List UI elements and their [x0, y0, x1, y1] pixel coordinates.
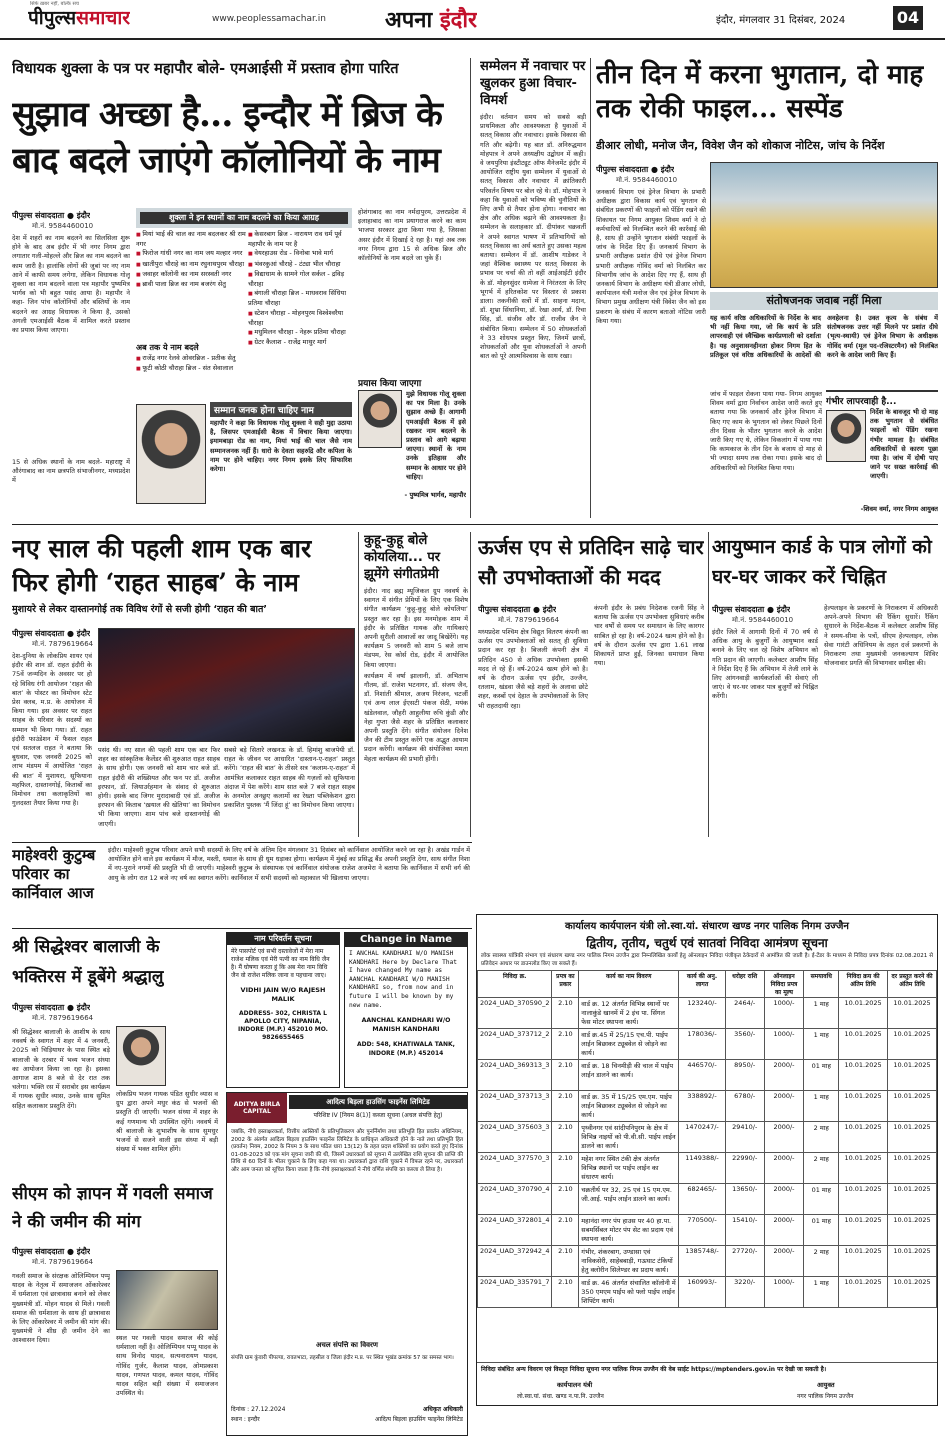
table-cell: 01 माह — [804, 1215, 839, 1246]
table-cell: 178036/- — [679, 1029, 726, 1060]
lead-mobile: मो.नं. 9584460010 — [32, 222, 94, 230]
table-cell: वार्ड क्र.45 में 25/15 एच.पी. पाईप लाईन बिछाकर ट्यूबवेल से जोड़ने का कार्य। — [579, 1029, 679, 1060]
masthead — [0, 0, 945, 40]
table-cell: 160993/- — [679, 1277, 726, 1308]
table-row — [478, 1029, 937, 1060]
column-divider — [590, 58, 591, 518]
table-cell: 1470247/- — [679, 1122, 726, 1153]
website-link[interactable]: www.peoplessamachar.in — [212, 14, 326, 24]
table-cell: 2024_UAD_377570_3 — [478, 1153, 552, 1184]
tender-sign-right-2: नगर पालिक निगम उज्जैन — [797, 1393, 854, 1400]
table-row — [478, 1246, 937, 1277]
list-item: ■ फूटी कोठी चौराहा ब्रिज - संत सेवालाल — [136, 364, 246, 374]
list-item: ■ मधुमिलन चौराहा - नेहरू प्रतिमा चौराहा — [248, 328, 352, 338]
table-cell: 2.10 — [552, 1122, 579, 1153]
table-cell: 2000/- — [764, 1060, 804, 1091]
list-item: ■ खातीपुरा चौराहे का नाम रघुनाथपुरम चौराहा — [136, 260, 246, 270]
table-cell: 01 माह — [804, 1060, 839, 1091]
table-cell: 13650/- — [725, 1184, 764, 1215]
table-cell: 10.01.2025 — [888, 1060, 937, 1091]
payment-story — [596, 58, 938, 520]
table-cell: 10.01.2025 — [839, 1215, 888, 1246]
quote-title: सम्मान जनक होना चाहिए नाम — [210, 402, 352, 417]
lead-kicker: विधायक शुक्ला के पत्र पर महापौर बोले- एमआईसी में प्रस्ताव होगा पारित — [12, 61, 399, 77]
table-cell: 10.01.2025 — [839, 1153, 888, 1184]
aditya-property-title: अचल संपत्ति का विवरण — [316, 1341, 378, 1349]
column-divider — [470, 532, 471, 837]
table-cell: 2.10 — [552, 1215, 579, 1246]
tender-notice — [476, 914, 938, 1406]
aditya-date: दिनांक : 27.12.2024 — [231, 1406, 286, 1413]
table-cell: 10.01.2025 — [888, 998, 937, 1029]
gawli-photo — [116, 1270, 218, 1330]
urjas-mobile: मो.नं. 7879619664 — [498, 616, 560, 624]
table-cell: 8950/- — [725, 1060, 764, 1091]
ayushman-headline[interactable]: आयुष्मान कार्ड के पात्र लोगों को घर-घर जाकर करें चिह्नित — [712, 536, 932, 588]
table-cell: 123240/- — [679, 998, 726, 1029]
table-cell: 2000/- — [764, 1184, 804, 1215]
urjas-story — [478, 532, 704, 837]
table-cell: 2024_UAD_370590_2 — [478, 998, 552, 1029]
notice2-text: I ANCHAL KANDHARI W/O MANISH KANDHARI Here by Declare That I have changed My name as AANCHAL KANDHARI W/O MANISH KANDHARI so, from now and in future I will be known by my new name. — [349, 950, 458, 1009]
table-cell: 10.01.2025 — [839, 998, 888, 1029]
tender-sign-left: कार्यपालन यंत्री — [557, 1381, 593, 1389]
logo-part-b: समाचार — [76, 7, 131, 29]
table-cell: 2 माह — [804, 1153, 839, 1184]
notice1-address: ADDRESS- 302, CHRISTA L APOLLO CITY, NIPANIA, INDORE (M.P.) 452010 MO. 9826655465 — [238, 1010, 328, 1041]
attempt-title: प्रयास किया जाएगा — [358, 379, 422, 389]
rahat-story — [12, 532, 355, 840]
table-cell: 2 माह — [804, 1122, 839, 1153]
attempt-box — [358, 376, 466, 516]
column-header: धरोहर राशि — [725, 971, 764, 998]
singer-photo — [116, 1026, 166, 1086]
aditya-body: जबकि, नीचे हस्ताक्षरकर्ता, वित्तीय आस्तियों के प्रतिभूतिकरण और पुनर्निर्माण तथा प्रतिभूति हित प्रवर्तन अधिनियम, 2002 के अंतर्गत आदित्य बिड़ला हाउसिंग फाइनेंस लिमिटेड के प्राधिकृत अधिकारी होने के नाते तथा प्रतिभूति हित (प्रवर्तन) नियम, 2002 के नियम 3 के साथ पठित धारा 13(12) के तहत प्रदत्त शक्तियों का प्रयोग करते हुए दिनांक 01-08-2023 को एक मांग सूचना जारी की थी, जिसमें उधारकर्ता को सूचना में उल्लेखित राशि सूचना की प्राप्ति की तिथि से 60 दिनों के भीतर चुकाने के लिए कहा गया था। उधारकर्ता द्वारा राशि चुकाने में विफल रहने पर, उधारकर्ता और आम जनता को सूचित किया जाता है कि नीचे हस्ताक्षरकर्ता ने नीचे वर्णित संपत्ति का कब्जा ले लिया है। — [231, 1129, 463, 1173]
table-cell: 10.01.2025 — [888, 1277, 937, 1308]
table-row — [478, 1215, 937, 1246]
rahat-mobile: मो.नं. 7879619664 — [32, 640, 94, 648]
aditya-sign-2: आदित्य बिड़ला हाउसिंग फाइनेंस लिमिटेड — [374, 1416, 463, 1423]
ayushman-mobile: मो.नं. 9584460010 — [732, 616, 794, 624]
list-item: ■ मियां भाई की चाल का नाम बदलकर श्री राम नगर — [136, 230, 246, 249]
table-cell: 2000/- — [764, 1246, 804, 1277]
lead-story — [12, 58, 467, 523]
table-cell: 10.01.2025 — [888, 1091, 937, 1122]
commissioner-photo — [826, 410, 866, 462]
divider — [12, 928, 472, 929]
table-cell: 10.01.2025 — [839, 1277, 888, 1308]
table-cell: 1000/- — [764, 1029, 804, 1060]
table-cell: 2000/- — [764, 1091, 804, 1122]
payment-headline[interactable]: तीन दिन में करना भुगतान, दो माह तक रोकी फाइल... सस्पेंड — [596, 60, 924, 124]
list-item: ■ वेयरहाउस रोड - विनोबा भावे मार्ग — [248, 249, 352, 259]
ayushman-body-1: इंदौर जिले में आगामी दिनों में 70 वर्ष से अधिक आयु के बुजुर्गों के आयुष्मान कार्ड बनाने के लिए चल रहे विशेष अभियान को गति प्रदान की जाएगी। कलेक्टर आशीष सिंह ने निर्देश दिए हैं कि अभियान में तेजी लाने के लिए आंगनवाड़ी कार्यकर्ताओं की सेवाएं ली जाएं। वे घर-घर जाकर पात्र बुजुर्गों को चिह्नित करेंगी। — [712, 628, 818, 701]
rahat-body-2: पसंद थी। नए साल की पहली शाम एक बार फिर शहर का सांस्कृतिक कैलेंडर की शुरुआत राहत साहब के साथ होगी। एक जनवरी को शाम चार बजे डॉ. राहत इंदौरी की शख्सियत और फन पर डॉ. अजीज इरफान, डॉ. जियाउर्रहमान के संवाद से शुरुआत होगी। इसके बाद जिगर मुरादाबादी एवं डॉ. अजीज इरफान की किताब ‘ख़याल की खेतिया’ का विमोचन भी किया जाएगा। शाम पांच बजे दास्तानगोई की जाएगी। — [98, 746, 220, 828]
list-item: ■ जवाहर कॉलोनी का नाम सरस्वती नगर — [136, 270, 246, 280]
table-cell: 10.01.2025 — [839, 1122, 888, 1153]
table-cell: वार्ड क्र. 12 अंतर्गत विभिन्न स्थानों पर नालाकुंडे खानमें में 2 इंच पा. सिंगल फेस मोटर स्थापना कार्य। — [579, 998, 679, 1029]
aditya-birla-notice — [226, 1092, 468, 1436]
payment-body: जनकार्य विभाग एवं ड्रेनेज विभाग के प्रभारी अधीक्षक द्वारा विकास कार्य एवं भुगतान से संबंधित प्रकरणों की फाइलों को पेंडिंग रखने की शिकायत पर निगम आयुक्त शिवम वर्मा ने दो कर्मचारियों को निलम्बित करने की कार्रवाई की है, साथ ही उन्होंने भुगतान संबंधी फाइलों के जांच के निर्देश दिए हैं। जनकार्य विभाग के प्रभारी अधीक्षक प्रशांत दीघे एवं ड्रेनेज विभाग प्रभारी अधीक्षक गोविंद वर्मा को निलंबित कर विभागीय जांच के आदेश दिए गए हैं, साथ ही जनकार्य विभाग के अधीक्षण यंत्री डीआर लोधी, कार्यपालन यंत्री मनोज जैन एवं ड्रेनेज विभाग के विभाग प्रमुख अधीक्षण यंत्री विवेश जैन को इस प्रकरण के संबंध में कारण बताओ नोटिस जारी किया गया। — [596, 188, 706, 325]
table-cell: वार्ड क्र. 35 में 15/25 एम.एम. पाईप लाईन बिछाकर ट्यूबवेल से जोड़ने का कार्य। — [579, 1091, 679, 1122]
tender-table-body — [478, 998, 937, 1308]
table-cell: 2.10 — [552, 1091, 579, 1122]
table-cell: 6780/- — [725, 1091, 764, 1122]
gawli-body-2: स्थल पर गवली यादव समाज की कोई धर्मशाला नहीं है। ओलिम्पियन पप्पू यादव के साथ विनोद यादव, सत्यनारायण यादव, गोविंद गुर्जर, कैलाश यादव, ओमप्रकाश यादव, गणपत यादव, कमल यादव, गोविंद यादव सहित बड़ी संख्या में समाजजन उपस्थित थे। — [116, 1334, 218, 1398]
urjas-body-2: कंपनी इंदौर के प्रबंध निदेशक रजनी सिंह ने बताया कि ऊर्जस एप उपभोक्ता सुविधाएं करीब चार वर्षों से समय पर समाधान के लिए कारगर साबित हो रहा है। वर्ष-2024 खत्म होने को है। वर्ष के दौरान ऊर्जस एप द्वारा 1.61 लाख शिकायतें प्राप्त हुईं, जिनका समाधान किया गया। — [594, 604, 704, 668]
lead-box-title: शुक्ला ने इन स्थानों का नाम बदलने का किया आग्रह — [140, 212, 348, 224]
table-cell: वार्ड क्र. 46 अंतर्गत संचालित कॉलोनी में 350 एमएम पाईप को फ्लो पाईप लाईन शिफ्टिंग कार्य। — [579, 1277, 679, 1308]
list-item: ■ स्टेशन चौराहा - मोहनपुरम विश्वेश्वरैया चौराहा — [248, 309, 352, 328]
lead-body-3: होशंगाबाद का नाम नर्मदापुरम, उत्तरप्रदेश में इलाहाबाद का नाम प्रयागराज करने का काम भाजपा सरकार द्वारा किया गया है, जिसका असर इंदौर में दिखाई दे रहा है। यहां अब तक नगर निगम द्वारा 15 से अधिक ब्रिज और कॉलोनियों के नाम बदले जा चुके हैं। — [358, 208, 466, 263]
table-cell: 2024_UAD_372801_4 — [478, 1215, 552, 1246]
balaji-caption: लोकप्रिय भजन गायक पंडित सुधीर व्यास व ग्रुप द्वारा अपने मधुर कंठ से भजनों की प्रस्तुति दी जाएगी। भजन संध्या में शहर के कई गणमान्य भी उपस्थित रहेंगे। नववर्ष में श्री बालाजी के शुभाशीष के साथ सुमधुर भजनों से सजने वाली इस संध्या में बड़ी संख्या में भक्त शामिल होंगे। — [116, 1090, 218, 1154]
table-cell: 3220/- — [725, 1277, 764, 1308]
tender-office: कार्यालय कार्यपालन यंत्री लो.स्वा.यां. संधारण खण्ड नगर पालिक निगम उज्जैन — [565, 921, 849, 932]
table-cell: 3560/- — [725, 1029, 764, 1060]
table-cell: 22990/- — [725, 1153, 764, 1184]
tender-table — [477, 970, 937, 1308]
balaji-mobile: मो.नं. 7879619664 — [32, 1014, 94, 1022]
aditya-property: संपत्ति ग्राम कुंवारी पीपल्या, रावतभाटा, तहसील व जिला इंदौर म.प्र. पर स्थित भूखंड क्रमांक 57 का समस्त भाग। — [231, 1355, 454, 1361]
table-cell: चक्रतीर्थ पर 32, 25 एवं 15 एम.एम. जी.आई. पाईप लाईन डालने का कार्य। — [579, 1184, 679, 1215]
table-cell: 2024_UAD_373713_3 — [478, 1091, 552, 1122]
table-cell: पृथ्वीनगर एवं सांदीपनिपुरम के क्षेत्र में विभिन्न नाइयों को पी.वी.सी. पाईप लाईन डालने का कार्य। — [579, 1122, 679, 1153]
table-header-row — [478, 971, 937, 998]
maheshwari-story — [12, 846, 470, 926]
aditya-place: स्थान : इन्दौर — [231, 1416, 260, 1423]
table-cell: 1000/- — [764, 1277, 804, 1308]
lead-box-header — [136, 208, 352, 228]
aditya-sign: अधिकृत अधिकारी — [423, 1406, 463, 1413]
table-cell: 2.10 — [552, 1153, 579, 1184]
gawli-mobile: मो.नं. 7879619664 — [32, 1258, 94, 1266]
name-change-notice-hindi — [226, 932, 340, 1088]
table-cell: 15410/- — [725, 1215, 764, 1246]
tender-intro: लोक स्वास्थ्य यांत्रिकी संभाग एवं संधारण खण्ड नगर पालिक निगम उज्जैन द्वारा निम्नलिखित कार्यों हेतु ऑनलाइन निविदा पंजीकृत ठेकेदारों से आमंत्रित की जाती है। ई-टेंडर के माध्यम से निविदा प्रपत्र दिनांक 02.08.2021 से प्रतिवेदन आधार पर डाउनलोड किए जा सकते हैं। — [481, 953, 933, 967]
quote-text: महापौर ने कहा कि विधायक गोलू शुक्ला ने सही मुद्दा उठाया है, जिसपर एमआईसी बैठक में विचार किया जाएगा। इमामबाड़ा रोड का नाम, मियां भाई की चाल जैसे नाम सम्मानजनक नहीं हैं। धारो के देवता सहरुद्रि और कपिला के नाम पर होने चाहिए। नगर निगम इसके लिए सिफारिश करेगा। — [210, 419, 352, 474]
table-cell: 1 माह — [804, 1091, 839, 1122]
municipal-building-photo — [710, 162, 938, 288]
tender-footer: निविदा संबंधित अन्य विवरण एवं विस्तृत निविदा सूचना नगर पालिक निगम उज्जैन की वेब साईट https://mptenders.gov.in पर देखी जा सकती है। — [477, 1362, 937, 1375]
section-title-a: अपना — [385, 8, 440, 33]
table-cell: 2.10 — [552, 1184, 579, 1215]
table-cell: 29410/- — [725, 1122, 764, 1153]
payment-body-2: जांच में फाइल रोकना पाया गया- निगम आयुक्त शिवम वर्मा द्वारा निर्वाचन आदेश जारी करते हुए बताया गया कि जनकार्य और ड्रेनेज विभाग में किए गए काम के भुगतान को लेकर पिछले दिनों तीन दिवस के भीतर भुगतान करने के आदेश जारी किए गए थे, लेकिन विकलांग में पाया गया कि कामकाज के तीन दिन के बजाय दो माह से भी ज्यादा समय तक रोका गया। इसके बाद दो अधिकारियों को निलंबित किया गया। — [710, 390, 822, 472]
page-number: 04 — [893, 6, 923, 30]
table-cell: 2024_UAD_373712_2 — [478, 1029, 552, 1060]
quote-box — [210, 402, 352, 520]
conference-headline[interactable]: सम्मेलन में नवाचार पर खुलकर हुआ विचार-विमर्श — [480, 59, 586, 108]
list-item: ■ भंवरकुआं चौराहे - टंट्या भील चौराहा — [248, 260, 352, 270]
maheshwari-headline[interactable]: माहेश्वरी कुटुम्ब परिवार का कार्निवाल आज — [12, 846, 96, 902]
list-item: ■ केसरबाग ब्रिज - नारायण राव धर्म पूर्व महापौर के नाम पर है — [248, 230, 352, 249]
gawli-body-1: गवली समाज के संरक्षक ओलिम्पियन पप्पू यादव के नेतृत्व में समाजजन ओंकारेश्वर में धर्मशाला एवं छात्रावास बनाने को लेकर मुख्यमंत्री डॉ. मोहन यादव से मिले। गवली समाज की धर्मशाला के साथ ही छात्रावास के लिए ओंकारेश्वर में जमीन की मांग की। मुख्यमंत्री ने शीघ्र ही जमीन देने का आश्वासन दिया। — [12, 1272, 110, 1345]
table-row — [478, 1122, 937, 1153]
notice1-title: नाम परिवर्तन सूचना — [227, 933, 339, 945]
table-cell: 10.01.2025 — [839, 1060, 888, 1091]
payment-box-title: संतोषजनक जवाब नहीं मिला — [710, 292, 938, 310]
column-header: कार्य की अनु. लागत — [679, 971, 726, 998]
table-cell: 770500/- — [679, 1215, 726, 1246]
urjas-headline[interactable]: ऊर्जस एप से प्रतिदिन साढ़े चार सौ उपभोक्ताओं की मदद — [478, 535, 704, 589]
section-title-b: इंदौर — [439, 8, 478, 33]
list-item: ■ राजेंद्र नगर रेलवे ओवरब्रिज - प्रतीक सेतु — [136, 354, 246, 364]
kuhu-story — [364, 532, 468, 840]
aditya-birla-logo: ADITYA BIRLA CAPITAL — [227, 1093, 287, 1123]
balaji-headline[interactable]: श्री सिद्धेश्वर बालाजी के भक्तिरस में डूबेंगे श्रद्धालु — [12, 937, 164, 987]
tender-title: द्वितीय, तृतीय, चतुर्थ एवं सातवां निविदा आमंत्रण सूचना — [586, 936, 828, 950]
tagline: सिर्फ ख़बर नहीं, बल्कि सच — [30, 1, 79, 7]
column-header: निविदा क्र. — [478, 971, 552, 998]
tender-sign-right: आयुक्त — [817, 1381, 835, 1389]
ayushman-byline: पीपुल्स संवाददाता ● इंदौर — [712, 605, 791, 614]
rahat-byline: पीपुल्स संवाददाता ● इंदौर — [12, 629, 91, 638]
mla-photo — [136, 404, 206, 504]
table-cell: वार्ड क्र. 18 चिनमीड़ी की चाल में पाईप लाईन डालने का कार्य। — [579, 1060, 679, 1091]
rahat-body-1: देश-दुनिया के लोकप्रिय शायर एवं इंदौर की शान डॉ. राहत इंदौरी के 75वें जन्मदिन के अवसर पर हो रहे विविध रंगी आयोजन ‘राहत की बात’ के पोस्टर का विमोचन स्टेट प्रेस क्लब, म.प्र. के आयोजन में किया गया। इस अवसर पर राहत साहब के परिवार के सदस्यों का सम्मान भी किया गया। डॉ. राहत इंदौरी फाउंडेशन में फैसल राहत एवं सतलज राहत ने बताया कि बुधवार, एक जनवरी 2025 को लाभ मंडपम में आयोजित ‘राहत की बात’ में मुशायरा, सूफियाना महफिल, दास्तानगोई, किताबों का विमोचन तथा कलाकृतियों का गुलदस्ता तैयार किया गया है। — [12, 652, 92, 808]
table-cell: 1385748/- — [679, 1246, 726, 1277]
lead-list-left — [136, 230, 246, 340]
serious-title: गंभीर लापरवाही है... — [826, 397, 897, 407]
column-header: निविदा क्रय की अंतिम तिथि — [839, 971, 888, 998]
attempt-text: मुझे विधायक गोलू शुक्ला का पत्र मिला है। उनके सुझाव अच्छे हैं। आगामी एमआईसी बैठक में इसे रखकर नाम बदलने के प्रस्ताव को आगे बढ़ाया जाएगा। स्थानों के नाम उनके इतिहास और सम्मान के आधार पर होने चाहिए। — [406, 390, 466, 481]
maheshwari-body: इंदौर। माहेश्वरी कुटुम्ब परिवार अपने सभी सदस्यों के लिए वर्ष के अंतिम दिन मंगलवार 31 दिसंबर को कार्निवाल आयोजित करने जा रहा है। अखंड गार्डन में आयोजित होने वाले इस कार्यक्रम में मौज, मस्ती, धमाल के साथ ही धूम धड़ाका होगा। कार्यक्रम में मुंबई का प्रसिद्ध बैंड अपनी प्रस्तुति देगा, साथ संगीत निशा में नए-पुराने नगमों की प्रस्तुति भी दी जाएगी। माहेश्वरी कुटुम्ब के संस्थापक एवं कार्निवाल संयोजक राजेश अजमेरा ने बताया कि कार्निवाल में सभी वर्ग की आयु के लोग रात 12 बजे नए वर्ष का स्वागत करेंगे। कार्निवाल में सभी सदस्यों को महाकाल भी खिलाया जाएगा। — [108, 846, 470, 882]
list-item: ■ बंगाली चौराहा ब्रिज - माधवराव सिंधिया प्रतिमा चौराहा — [248, 289, 352, 308]
table-row — [478, 1091, 937, 1122]
table-cell: 2464/- — [725, 998, 764, 1029]
table-cell: 10.01.2025 — [839, 1029, 888, 1060]
rahat-subhead: मुशायरे से लेकर दास्तानगोई तक विविध रंगों से सजी होगी ‘राहत की बात’ — [12, 604, 268, 615]
table-cell: 2 माह — [804, 1246, 839, 1277]
column-header: दर प्रस्तुत करने की अंतिम तिथि — [888, 971, 937, 998]
balaji-byline: पीपुल्स संवाददाता ● इंदौर — [12, 1003, 91, 1012]
list-item: ■ ग्रेटर कैलाश - राजेंद्र माथुर मार्ग — [248, 338, 352, 348]
serious-text: निर्देश के बावजूद भी दो माह तक भुगतान से संबंधित फाइलों को पेंडिंग रखना गंभीर मामला है। संबंधित अधिकारियों से कारण पूछा गया है। जांच में दोषी पाए जाने पर सख्त कार्रवाई की जाएगी। — [870, 408, 938, 481]
notice2-address: ADD: 548, KHATIWALA TANK, INDORE (M.P.) 452014 — [357, 1041, 455, 1058]
list-item: ■ फिरोज गांधी नगर का नाम जय मल्हार नगर — [136, 249, 246, 259]
table-cell: 2.10 — [552, 998, 579, 1029]
serious-sign: -शिवम वर्मा, नगर निगम आयुक्त — [860, 505, 938, 513]
table-cell: 2.10 — [552, 1277, 579, 1308]
table-cell: 338892/- — [679, 1091, 726, 1122]
tender-sign-left-2: लो.स्वा.यां. संधा. खण्ड न.पा.नि. उज्जैन — [517, 1393, 604, 1400]
table-cell: 682465/- — [679, 1184, 726, 1215]
conference-story — [480, 58, 586, 520]
table-cell: 2000/- — [764, 1122, 804, 1153]
kuhu-body-2: कार्यक्रम में वर्षा झालानी, डॉ. अभिताभ गौतम, डॉ. राजेश भटनागर, डॉ. संजय जैन, डॉ. निशांती श्रीमाल, अजय निरंजन, चटर्जी एवं अन्य लाल ईएसटी पंकज सेठी, मयंक खंडेलवाल, जौहरी आहुलीया रुचि कुंडी और नेहा गुप्ता जैसे शहर के प्रतिष्ठित कलाकार अपनी प्रस्तुति देंगे। संगीत संयोजन दिनेश जैन की टीम प्रस्तुत करेंगे एक अद्भुत आयाम प्रदान करेंगी। कार्यक्रम की संयोजिका ममता मेहता कार्यक्रम की प्रभारी होंगी। — [364, 671, 468, 763]
newspaper-logo[interactable] — [28, 4, 130, 30]
serious-box — [826, 390, 938, 518]
ayushman-story — [712, 532, 938, 837]
table-cell: 2024_UAD_375603_3 — [478, 1122, 552, 1153]
payment-mobile: मो.नं. 9584460010 — [616, 176, 678, 184]
table-cell: 10.01.2025 — [888, 1184, 937, 1215]
divider — [12, 842, 472, 843]
lead-headline[interactable]: सुझाव अच्छा है... इन्दौर में ब्रिज के बाद बदले जाएंगे कॉलोनियों के नाम — [12, 94, 442, 181]
table-cell: 1149388/- — [679, 1153, 726, 1184]
table-cell: 10.01.2025 — [888, 1029, 937, 1060]
table-cell: 2.10 — [552, 1060, 579, 1091]
table-cell: 2.10 — [552, 1029, 579, 1060]
table-row — [478, 1060, 937, 1091]
table-cell: 1 माह — [804, 1277, 839, 1308]
table-cell: 1 माह — [804, 998, 839, 1029]
table-cell: 2000/- — [764, 1215, 804, 1246]
table-row — [478, 1277, 937, 1308]
table-cell: 27720/- — [725, 1246, 764, 1277]
table-cell: 446570/- — [679, 1060, 726, 1091]
table-cell: 2024_UAD_372942_4 — [478, 1246, 552, 1277]
notice1-text: मेरे पासपोर्ट एवं सभी दस्तावेजों में मेरा नाम राजेश मलिक एवं मेरी पत्नी का नाम विधि जैन है। मैं घोषणा करता हूं कि अब मेरा नाम विधि जैन वो राजेश मलिक जाना व पहचाना जाए। — [231, 948, 330, 979]
table-cell: 10.01.2025 — [839, 1091, 888, 1122]
gawli-byline: पीपुल्स संवाददाता ● इंदौर — [12, 1247, 91, 1256]
table-cell: 2.10 — [552, 1246, 579, 1277]
table-row — [478, 998, 937, 1029]
payment-subhead: डीआर लोधी, मनोज जैन, विवेश जैन को शोकाज नोटिस, जांच के निर्देश — [596, 139, 885, 152]
column-header: ऑनलाइन निविदा प्रपत्र का मूल्य — [764, 971, 804, 998]
mayor-photo — [358, 390, 402, 448]
notice1-names: VIDHI JAIN W/O RAJESH MALIK — [240, 986, 326, 1003]
gawli-story — [12, 1180, 218, 1435]
column-divider — [708, 532, 709, 837]
urjas-body-1: मध्यप्रदेश पश्चिम क्षेत्र विद्युत वितरण कंपनी का ऊर्जस एप उपभोक्ताओं को सतत् ही सुविधा प्रदान कर रहा है। बिजली कंपनी क्षेत्र में प्रतिदिन 450 से अधिक उपभोक्ता इसकी मदद ले रहे हैं। वर्ष-2024 खत्म होने को है। वर्ष के दौरान ऊर्जस एप इंदौर, उज्जैन, रतलाम, खंडवा जैसे बड़े शहरों के अलावा छोटे शहर, कस्बों एवं देहात के उपभोक्ताओं के लिए भी राहतदायी रहा। — [478, 628, 588, 710]
rahat-body-3: सबसे बड़े सितारे लखनऊ के डॉ. हिमांशु बाजपेयी डॉ. राहत के जीवन पर आधारित ‘दास्तान-ए-राहत’ प्रस्तुत करेंगे। ‘राहत की बात’ के तीसरे सत्र ‘कलाम-ए-राहत’ में आमंत्रित कलाकार राहत साहब की गज़लों को सूफियाना अंदाज में पेश करेंगे। शाम सात बजे 7 बजे राहत साहब के अनमोल अनछुए कलामों का रेख्ता पब्लिकेशन द्वारा प्रकाशित पुस्तक ‘मैं जिंदा हूं’ का विमोचन किया जाएगा। — [224, 746, 355, 810]
table-row — [478, 1184, 937, 1215]
payment-box-text: यह कार्य वरिष्ठ अधिकारियों के निर्देश के बाद भी नहीं किया गया, जो कि कार्य के प्रति लापरवाही एवं स्वैच्छिक कार्यप्रणाली को दर्शाता है। यह अनुशासनहीनता होकर निगम हित के प्रतिकूल एवं वरिष्ठ अधिकारियों के आदेशों की अवहेलना है। उक्त कृत्य के संबंध में संतोषजनक उत्तर नहीं मिलने पर प्रशांत दीघे (भृत्य-स्थायी) एवं ड्रेनेज विभाग के अधीक्षक गोविंद वर्मा (मूल पद-रजिस्टरमैन) को निलंबित करने के आदेश जारी किए हैं। — [710, 314, 938, 359]
table-cell: 10.01.2025 — [888, 1246, 937, 1277]
list-item: ■ विद्याधाम के सामने गोल सर्कल - द्रविड़ चौराहा — [248, 270, 352, 289]
column-divider — [470, 58, 471, 518]
aditya-title: आदित्य बिड़ला हाउसिंग फाइनेंस लिमिटेड — [289, 1095, 467, 1109]
table-cell: 10.01.2025 — [888, 1215, 937, 1246]
name-change-notice-english — [344, 932, 468, 1088]
table-cell: 10.01.2025 — [839, 1184, 888, 1215]
lead-body-1: देश में शहरों का नाम बदलने का सिलसिला शुरू होने के बाद अब इंदौर में भी नगर निगम द्वारा लगातार गली-मोहल्ले और ब्रिज का नाम बदलने का काम जारी है। हालांकि लोगों की जुबां पर नए नाम आने में काफी समय लगेगा, लेकिन विधायक गोलू शुक्ला का नाम बदलने वाला पत्र महापौर पुष्यमित्र भार्गव को भी बहुत पसंद आया है। महापौर ने कहा- जिन पांच कॉलोनियों और बस्तियों के नाम बदलने का आग्रह विधायक ने किया है, उसको अगली एमआईसी बैठक में शामिल करते प्रस्ताव का प्रयास किया जाएगा। — [12, 234, 130, 335]
table-cell: 2000/- — [764, 1153, 804, 1184]
table-cell: 1000/- — [764, 998, 804, 1029]
table-cell: 10.01.2025 — [888, 1153, 937, 1184]
column-header: प्रपत्र का प्रकार — [552, 971, 579, 998]
balaji-body: श्री सिद्धेश्वर बालाजी के आशीष के साथ नववर्ष के स्वागत में शहर में 4 जनवरी, 2025 को चिड़ियाघर के पास स्थित बड़े बालाजी के दरबार में भव्य भजन संध्या का आयोजन किया जा रहा है। इसका आगाज शाम 8 बजे से देर रात तक चलेगा। भक्ति रस में सराबोर इस कार्यक्रम में गायक सुधीर व्यास, उनके साथ सुमित सहित कलाकार प्रस्तुति देंगे। — [12, 1028, 110, 1110]
dateline: इंदौर, मंगलवार 31 दिसंबर, 2024 — [716, 15, 846, 26]
table-cell: गंभीर, शंकरबाग, उण्डासा एवं नाविकसेरी, साहेबबाड़ी, गऊघाट टंकियों हेतु क्लोरीन सिलेण्डर का प्रदाय कार्य। — [579, 1246, 679, 1277]
kuhu-body: इंदौर। नाद ब्रह्म म्यूजिकल ग्रुप नववर्ष के स्वागत में संगीत प्रेमियों के लिए एक विशेष संगीत कार्यक्रम ‘कुहू-कुहू बोले कोयलिया’ प्रस्तुत कर रहा है। इस मनमोहक शाम में इंदौर के प्रतिष्ठित गायक और गायिकाएं अपनी सुरीली आवाजों का जादू बिखेरेंगे। यह कार्यक्रम 5 जनवरी को शाम 5 बजे लाभ मंडपम, रेस कोर्स रोड, इंदौर में आयोजित किया जाएगा। — [364, 587, 468, 669]
table-cell: महेश नगर स्थित टंकी क्षेत्र अंतर्गत विभिन्न स्थानों पर पाईप लाईन का संधारण कार्य। — [579, 1153, 679, 1184]
logo-part-a: पीपुल्स — [28, 7, 77, 29]
attempt-sign: - पुष्यमित्र भार्गव, महापौर — [404, 491, 466, 499]
table-cell: महानंदा नगर पंप हाउस पर 40 हा.पा. सबमर्सिबल मोटर पंप सेट का प्रदाय एवं स्थापना कार्य। — [579, 1215, 679, 1246]
lead-body-2: 15 से अधिक स्थानों के नाम बदले- महाराष्ट्र में औरंगाबाद का नाम छत्रपति संभाजीनगर, मध्यप्रदेश में — [12, 458, 130, 485]
urjas-byline: पीपुल्स संवाददाता ● इंदौर — [478, 605, 557, 614]
column-divider — [358, 532, 359, 837]
column-header: कार्य का नाम विवरण — [579, 971, 679, 998]
event-photo — [98, 628, 355, 742]
conference-body: इंदौर। वर्तमान समय को सबसे बड़ी प्राथमिकता और आवश्यकता है युवाओं में सतत् विकास और नवाचार। इसके विकास की गति और बढ़ेगी। यह बात डॉ. अनिरुद्धमान मोहपात्र ने अपने अध्यक्षीय उद्बोधन में कही। वे जयपुरिया इंस्टीट्यूट ऑफ मैनेजमेंट इंदौर में आयोजित राष्ट्रीय युवा सम्मेलन में युवाओं से सतत् विकास और नवाचार में क्रांतिकारी परिवर्तन विषय पर बोल रहे थे। डॉ. मोहपात्र ने कहा कि युवाओं को भविष्य की चुनौतियों के लिए अभी से तैयार होना होगा। नवाचार का क्षेत्र और अधिक बढ़ाने की आवश्यकता है। सम्मेलन के सलाहकार डॉ. दीपांकर चक्रवर्ती ने अपने स्वागत भाषण में प्रतिभागियों को सतत् विकास का अर्थ बताते हुए उसका महत्व बताया। सम्मेलन में डॉ. आशीष गाडेकर ने जहां वैश्विक स्वास्थ्य पर सतत् विकास के प्रभाव पर चर्चा की तो वहीं आईआईटी इंदौर के डॉ. मोहनसुंदर धामेजा ने निरंतरता के लिए भूगर्भ में हरितकोश पर विस्तार से प्रकाश डाला। तकनीकी सत्रों में डॉ. साहना मदान, डॉ. शुभ्रा सिंघानिया, डॉ. रेखा आर्य, डॉ. रिचा सिंह, डॉ. संजीव और डॉ. राजीव जैन ने संबोधित किया। सम्मेलन में 50 शोधकर्ताओं ने 33 शोधपत्र प्रस्तुत किए, जिनमें छात्रों, शोधकर्ताओं और युवा शोधकर्ताओं ने अपनी बात को पूरे आत्मविश्वास के साथ रखा। — [480, 113, 586, 361]
table-cell: 10.01.2025 — [888, 1122, 937, 1153]
list-item: ■ ब्रावी पाला ब्रिज का नाम बजरंग सेतु — [136, 280, 246, 290]
notice2-sign: AANCHAL KANDHARI W/O MANISH KANDHARI — [361, 1017, 451, 1034]
kuhu-headline[interactable]: कुहू-कुहू बोले कोयलिया... पर झूमेंगे संगीतप्रेमी — [364, 533, 441, 582]
column-header: समयावधि — [804, 971, 839, 998]
table-cell: 1 माह — [804, 1029, 839, 1060]
table-row — [478, 1153, 937, 1184]
gawli-headline[interactable]: सीएम को ज्ञापन में गवली समाज ने की जमीन की मांग — [12, 1184, 213, 1232]
new-names-title: अब तक ये नाम बदले — [136, 343, 199, 352]
section-title — [385, 4, 477, 34]
ayushman-body-2: हेल्पलाइन के प्रकरणों के निराकरण में अधिकारी अपने-अपने विभाग की रैंकिंग सुधारें। रैंकिंग सुधारने के निर्देश-बैठक में कलेक्टर आशीष सिंह ने समय-सीमा के पत्रों, सीएम हेल्पलाइन, लोक सेवा गारंटी अधिनियम के तहत दर्ज प्रकरणों के निराकरण तथा मुख्यमंत्री जनकल्याण शिविर योजनावार प्रगति की विभागवार समीक्षा की। — [824, 604, 938, 668]
lead-byline: पीपुल्स संवाददाता ● इंदौर — [12, 211, 91, 220]
aditya-sub: परिशिष्ट IV [नियम 8(1)] कब्जा सूचना (अचल संपत्ति हेतु) — [313, 1112, 443, 1119]
table-cell: 10.01.2025 — [839, 1246, 888, 1277]
payment-byline: पीपुल्स संवाददाता ● इंदौर — [596, 165, 675, 174]
notice2-title: Change in Name — [345, 933, 467, 947]
balaji-story — [12, 932, 218, 1172]
rahat-headline[interactable]: नए साल की पहली शाम एक बार फिर होगी ‘राहत साहब’ के नाम — [12, 534, 312, 597]
lead-list-new — [136, 354, 246, 400]
table-cell: 2024_UAD_335791_7 — [478, 1277, 552, 1308]
lead-list-right — [248, 230, 352, 400]
table-cell: 2024_UAD_370790_4 — [478, 1184, 552, 1215]
table-cell: 2024_UAD_369313_3 — [478, 1060, 552, 1091]
table-cell: 01 माह — [804, 1184, 839, 1215]
divider — [12, 524, 938, 525]
